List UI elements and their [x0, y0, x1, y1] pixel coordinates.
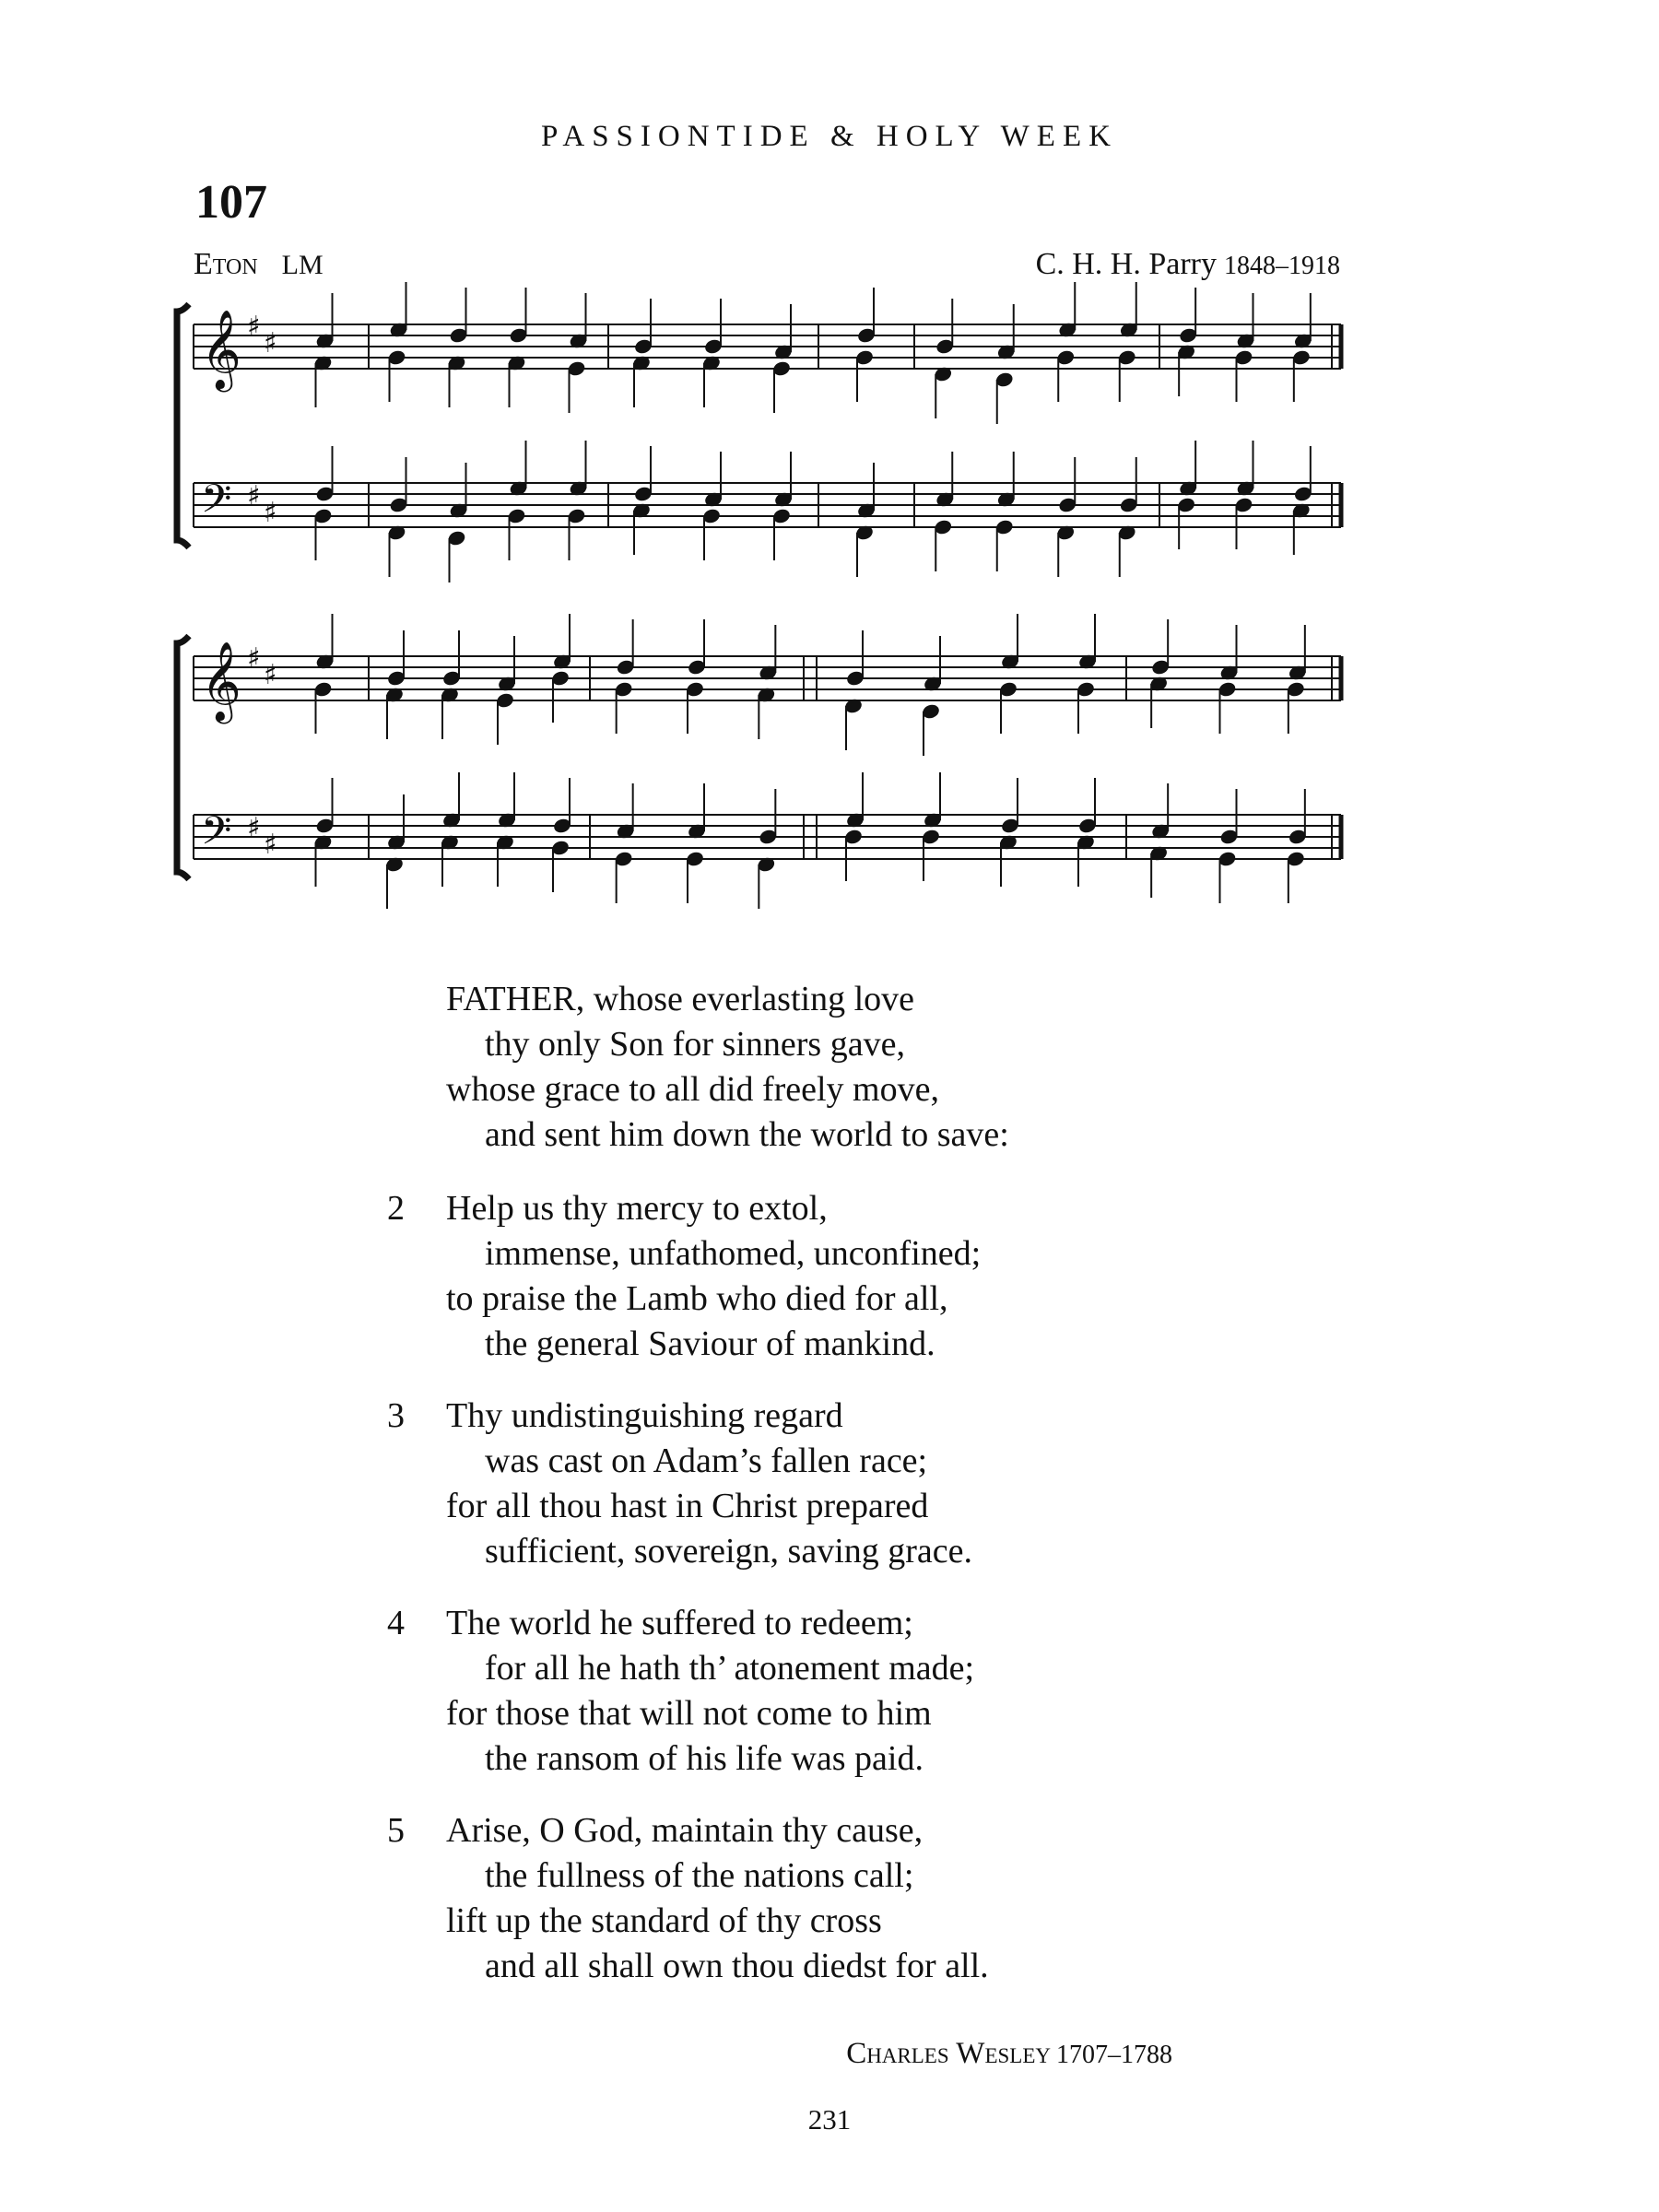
composer-name: C. H. H. Parry [1035, 247, 1217, 281]
verse-number: 4 [387, 1604, 405, 1642]
verse-5 [387, 1808, 989, 1989]
sharp-icon: ♯ [247, 812, 261, 844]
system-bracket [177, 304, 189, 547]
sharp-icon: ♯ [264, 497, 277, 529]
hymn-number: 107 [195, 176, 267, 229]
treble-clef: 𝄞 [201, 310, 241, 389]
treble-clef: 𝄞 [201, 641, 241, 721]
music-score [0, 258, 1659, 977]
verse-line: for all he hath th’ atonement made; [485, 1649, 975, 1688]
verse-line: sufficient, sovereign, saving grace. [485, 1532, 973, 1571]
verse-line: Arise, O God, maintain thy cause, [446, 1811, 924, 1850]
section-title: PASSIONTIDE & HOLY WEEK [541, 120, 1118, 153]
verse-line: the fullness of the nations call; [485, 1856, 914, 1895]
verse-line: was cast on Adam’s fallen race; [485, 1441, 928, 1480]
sharp-icon: ♯ [264, 327, 277, 359]
verse-line: The world he suffered to redeem; [446, 1604, 913, 1642]
author-credit [0, 2037, 1172, 2071]
verse-line: whose grace to all did freely move, [446, 1070, 939, 1109]
verse-line: for those that will not come to him [446, 1694, 932, 1733]
author-dates: 1707–1788 [1056, 2041, 1172, 2069]
tune-name: Eton [194, 247, 258, 281]
verse-line: Thy undistinguishing regard [446, 1396, 843, 1435]
sharp-icon: ♯ [264, 659, 277, 691]
bass-clef: 𝄢 [201, 808, 232, 864]
bass-clef: 𝄢 [201, 477, 232, 532]
sharp-icon: ♯ [247, 642, 261, 675]
verse-line: and sent him down the world to save: [485, 1115, 1009, 1154]
page-number: 231 [807, 2103, 852, 2136]
tune-meter: LM [281, 250, 324, 280]
system-bracket [177, 636, 189, 879]
verse-line: thy only Son for sinners gave, [485, 1025, 905, 1064]
verse-2 [387, 1186, 981, 1367]
verse-3 [387, 1394, 972, 1574]
verse-line: immense, unfathomed, unconfined; [485, 1234, 982, 1273]
verse-line: Help us thy mercy to extol, [446, 1189, 828, 1228]
verse-number: 3 [387, 1396, 405, 1435]
verse-line: FATHER, whose everlasting love [446, 980, 914, 1018]
verse-line: for all thou hast in Christ prepared [446, 1487, 929, 1525]
verse-line: the ransom of his life was paid. [485, 1739, 924, 1778]
sharp-icon: ♯ [264, 829, 277, 861]
verse-line: to praise the Lamb who died for all, [446, 1279, 948, 1318]
verse-number: 2 [387, 1189, 405, 1228]
verse-1 [387, 977, 1009, 1158]
author-name: Charles Wesley [846, 2037, 1051, 2070]
verse-line: lift up the standard of thy cross [446, 1901, 882, 1940]
verse-line: the general Saviour of mankind. [485, 1324, 935, 1363]
composer-dates: 1848–1918 [1224, 252, 1340, 280]
verse-4 [387, 1601, 974, 1782]
sharp-icon: ♯ [247, 311, 261, 343]
verse-number: 5 [387, 1811, 405, 1850]
sharp-icon: ♯ [247, 480, 261, 512]
verse-line: and all shall own thou diedst for all. [485, 1947, 989, 1985]
